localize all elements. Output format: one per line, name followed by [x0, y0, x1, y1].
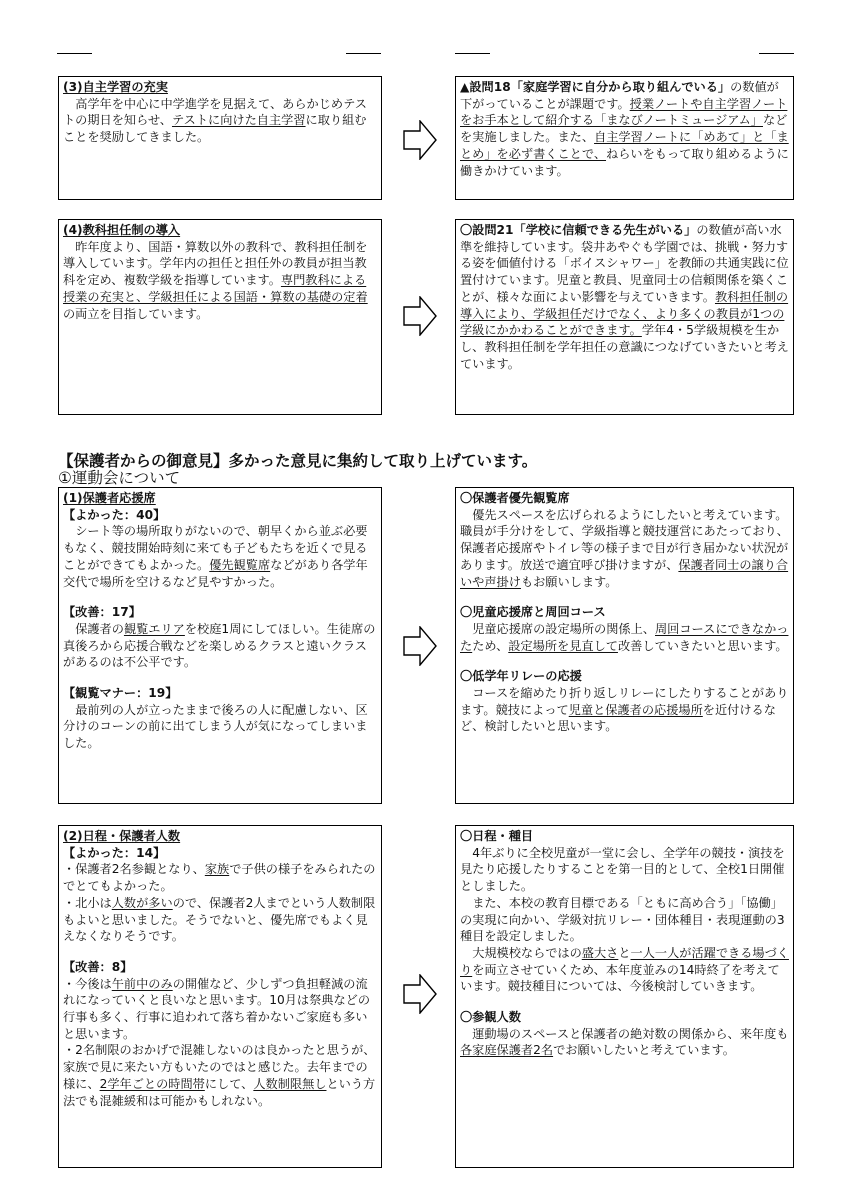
box-text: 高学年を中心に中学進学を見据えて、あらかじめテストの期日を知らせ、テストに向けた自主学習に取り組むことを奨励してきました。: [63, 96, 367, 145]
relay-text: コースを縮めたり折り返しリレーにしたりすることがあります。競技によって児童と保護者の応援場所を近付けるなど、検討したいと思います。: [460, 686, 789, 734]
top-rule-1: [57, 53, 92, 54]
cheering-seat-text: 児童応援席の設定場所の関係上、周回コースにできなかったため、設定場所を見直して改善していきたいと思います。: [460, 621, 789, 653]
box-title: (2)日程・保護者人数: [63, 829, 181, 843]
box-title: (1)保護者応援席: [63, 491, 156, 505]
parent-seating-box: [58, 487, 382, 804]
seating-response-box: [455, 487, 794, 804]
improve-heading: 【改善：17】: [63, 605, 141, 620]
improve-heading: 【改善：8】: [63, 959, 133, 974]
improve-text-1: ・今後は午前中のみの開催など、少しずつ負担軽減の流れになっていくと良いなと思います。10月は祭典などの行事も多く、行事に追われて落ち着かないご家庭も多いと思います。: [63, 976, 371, 1041]
good-text: シート等の場所取りがないので、朝早くから並ぶ必要もなく、競技開始時刻に来ても子どもたちを近くで見ることができてもよかった。優先観覧席などがあり各学年交代で場所を空けるなど見やすかった。: [63, 524, 368, 589]
trusted-teacher-box: [455, 219, 794, 415]
arrow-right-icon: [403, 296, 437, 336]
box-text: ▲設問18「家庭学習に自分から取り組んでいる」の数値が下がっていることが課題です。授業ノートや自主学習ノートをお手本として紹介する「まなびノートミュージアム」などを実施しました。また、自主学習ノートに「めあて」と「まとめ」を必ず書くことで、ねらいをもって取り組めるように働きかけています。: [460, 80, 789, 178]
home-study-response-box: [455, 76, 794, 200]
arrow-right-icon: [403, 974, 437, 1014]
attendance-text: 運動場のスペースと保護者の絶対数の関係から、来年度も各家庭保護者2名でお願いしたいと考えています。: [460, 1026, 789, 1058]
box-text: 〇設問21「学校に信頼できる先生がいる」の数値が高い水準を維持しています。袋井あやぐも学園では、挑戦・努力する姿を価値付ける「ボイスシャワー」を教師の共通実践に位置付けています。児童と教員、児童同士の信頼関係を築くことが、様々な面によい影響を与えていきます。教科担任制の導入により、学級担任だけでなく、より多くの教員が1つの学級にかかわることができます。学年4・5学級規模を生かし、教科担任制を学年担任の意識につなげていきたいと考えています。: [460, 223, 789, 371]
box-title: (4)教科担任制の導入: [63, 223, 181, 237]
manner-heading: 【観覧マナー：19】: [63, 686, 178, 701]
top-rule-4: [759, 53, 794, 54]
self-study-box: [58, 76, 382, 200]
schedule-response-box: [455, 825, 794, 1168]
sports-day-heading: ①運動会について: [58, 469, 181, 487]
priority-seating-text: 優先スペースを広げられるようにしたいと考えています。職員が手分けをして、学級指導と競技運営にあたっており、保護者応援席やトイレ等の様子まで目が行き届かない状況があります。放送で適宜呼び掛けますが、保護者同士の譲り合いや声掛けもお願いします。: [460, 507, 789, 589]
schedule-text-1: 4年ぶりに全校児童が一堂に会し、全学年の競技・演技を見たり応援したりすることを第一目的として、全校1日開催としました。: [460, 845, 785, 894]
good-heading: 【よかった：14】: [63, 845, 166, 860]
attendance-title: 〇参観人数: [460, 1010, 521, 1025]
schedule-title: 〇日程・種目: [460, 829, 534, 843]
relay-title: 〇低学年リレーの応援: [460, 669, 582, 684]
box-text: 昨年度より、国語・算数以外の教科で、教科担任制を導入しています。学年内の担任と担任外の教員が担当教科を定め、複数学級を指導しています。専門教科による授業の充実と、学級担任による国語・算数の基礎の定着の両立を目指しています。: [63, 239, 368, 321]
priority-seating-title: 〇保護者優先観覧席: [460, 491, 570, 505]
box-title: (3)自主学習の充実: [63, 80, 168, 94]
good-heading: 【よかった：40】: [63, 507, 166, 522]
schedule-text-2: また、本校の教育目標である「ともに高め合う」「協働」の実現に向かい、学級対抗リレー・団体種目・表現運動の3種目を設定しました。: [460, 895, 785, 944]
improve-text: 保護者の観覧エリアを校庭1周にしてほしい。生徒席の真後ろから応援合戦などを楽しめるクラスと遠いクラスがあるのは不公平です。: [63, 621, 376, 670]
improve-text-2: ・2名制限のおかげで混雑しないのは良かったと思うが、家族で見に来たい方もいたのではと感じた。去年までの様に、2学年ごとの時間帯にして、人数制限無しという方法でも混雑緩和は可能かもしれない。: [63, 1043, 376, 1108]
arrow-right-icon: [403, 120, 437, 160]
arrow-right-icon: [403, 626, 437, 666]
good-text-1: ・保護者2名参観となり、家族で子供の様子をみられたのでとてもよかった。: [63, 862, 376, 894]
schedule-text-3: 大規模校ならではの盛大さと一人一人が活躍できる場づくりを両立させていくため、本年度並みの14時終了を考えています。競技種目については、今後検討していきます。: [460, 945, 789, 994]
good-text-2: ・北小は人数が多いので、保護者2人までという人数制限もよいと思いました。そうでないと、優先席でもよく見えなくなりそうです。: [63, 895, 376, 944]
section-heading: [58, 453, 537, 487]
manner-text: 最前列の人が立ったままで後ろの人に配慮しない、区分けのコーンの前に出てしまう人が気になってしまいました。: [63, 702, 368, 751]
schedule-attendance-box: [58, 825, 382, 1168]
top-rule-2: [346, 53, 381, 54]
cheering-seat-title: 〇児童応援席と周回コース: [460, 605, 606, 620]
opinions-heading: 【保護者からの御意見】多かった意見に集約して取り上げています。: [58, 452, 538, 470]
top-rule-3: [455, 53, 490, 54]
subject-teacher-box: [58, 219, 382, 415]
